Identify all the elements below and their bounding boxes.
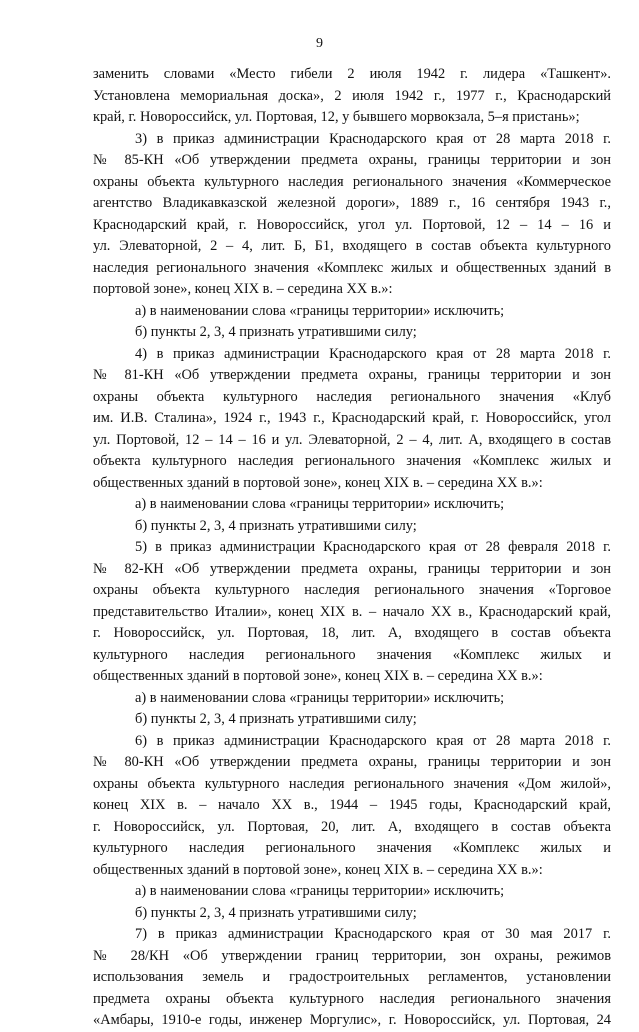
text-line: а) в наименовании слова «границы территории» исключить; bbox=[135, 496, 505, 512]
text-line: ул. Портовой, 12 – 14 – 16 и ул. Элеваторной, 2 – 4, лит. А, входящего в состав bbox=[93, 431, 611, 448]
text-line: наследия регионального значения «Комплекс жилых и общественных зданий в bbox=[93, 259, 611, 276]
text-line: г. Новороссийск, ул. Портовая, 20, лит. А, входящего в состав объекта bbox=[93, 818, 611, 835]
text-line: заменить словами «Место гибели 2 июля 1942 г. лидера «Ташкент». bbox=[93, 66, 611, 82]
text-line: конец XIX в. – начало XX в., 1944 – 1945 годы, Краснодарский край, bbox=[93, 797, 611, 813]
text-line: представительство Италии», конец XIX в. – начало XX в., Краснодарский край, bbox=[93, 603, 611, 620]
text-line: б) пункты 2, 3, 4 признать утратившими силу; bbox=[135, 711, 417, 727]
body-text bbox=[93, 64, 611, 1032]
text-line: использования земель и градостроительных регламентов, установлении bbox=[93, 969, 611, 985]
text-line: Установлена мемориальная доска», 2 июля 1942 г., 1977 г., Краснодарский bbox=[93, 87, 611, 104]
text-line: № 80-КН «Об утверждении предмета охраны, границы территории и зон bbox=[93, 754, 611, 770]
text-line: объекта культурного наследия регионального значения «Комплекс жилых и bbox=[93, 453, 611, 469]
text-line: общественных зданий в портовой зоне», конец XIX в. – середина XX в.»: bbox=[93, 474, 543, 491]
text-line: № 28/КН «Об утверждении границ территории, зон охраны, режимов bbox=[93, 947, 611, 964]
text-line: а) в наименовании слова «границы территории» исключить; bbox=[135, 883, 505, 899]
page-number: 9 bbox=[316, 36, 323, 51]
text-line: 6) в приказ администрации Краснодарского края от 28 марта 2018 г. bbox=[135, 732, 611, 749]
text-line: «Амбары, 1910-е годы, инженер Моргулис», г. Новороссийск, ул. Портовая, 24 bbox=[93, 1012, 611, 1028]
text-line: культурного наследия регионального значения «Комплекс жилых и bbox=[93, 646, 611, 663]
text-line: № 82-КН «Об утверждении предмета охраны, границы территории и зон bbox=[93, 560, 611, 577]
text-line: 7) в приказ администрации Краснодарского края от 30 мая 2017 г. bbox=[135, 926, 611, 942]
text-line: ул. Элеваторной, 2 – 4, лит. Б, Б1, входящего в состав объекта культурного bbox=[93, 238, 611, 254]
text-line: охраны объекта культурного наследия регионального значения «Клуб bbox=[93, 388, 611, 405]
text-line: охраны объекта культурного наследия регионального значения «Коммерческое bbox=[93, 173, 611, 190]
text-line: охраны объекта культурного наследия регионального значения «Дом жилой», bbox=[93, 775, 611, 792]
text-line: б) пункты 2, 3, 4 признать утратившими силу; bbox=[135, 904, 417, 921]
text-line: а) в наименовании слова «границы территории» исключить; bbox=[135, 302, 505, 319]
text-line: агентство Владикавказской железной дороги», 1889 г., 16 сентября 1943 г., bbox=[93, 195, 611, 211]
text-line: охраны объекта культурного наследия регионального значения «Торговое bbox=[93, 582, 611, 598]
text-line: край, г. Новороссийск, ул. Портовая, 12, у бывшего морвокзала, 5–я пристань»; bbox=[93, 109, 580, 125]
text-line: а) в наименовании слова «границы территории» исключить; bbox=[135, 689, 505, 706]
text-line: предмета охраны объекта культурного наследия регионального значения bbox=[93, 990, 611, 1007]
text-line: № 85-КН «Об утверждении предмета охраны, границы территории и зон bbox=[93, 152, 611, 168]
text-line: г. Новороссийск, ул. Портовая, 18, лит. А, входящего в состав объекта bbox=[93, 625, 611, 641]
text-line: Краснодарский край, г. Новороссийск, угол ул. Портовой, 12 – 14 – 16 и bbox=[93, 216, 611, 233]
text-line: общественных зданий в портовой зоне», конец XIX в. – середина XX в.»: bbox=[93, 668, 543, 684]
text-line: б) пункты 2, 3, 4 признать утратившими силу; bbox=[135, 324, 417, 340]
text-line: № 81-КН «Об утверждении предмета охраны, границы территории и зон bbox=[93, 367, 611, 383]
text-line: общественных зданий в портовой зоне», конец XIX в. – середина XX в.»: bbox=[93, 861, 543, 878]
text-line: 3) в приказ администрации Краснодарского края от 28 марта 2018 г. bbox=[135, 130, 611, 147]
text-line: 5) в приказ администрации Краснодарского края от 28 февраля 2018 г. bbox=[135, 539, 611, 555]
text-line: 4) в приказ администрации Краснодарского края от 28 марта 2018 г. bbox=[135, 345, 611, 362]
text-line: им. И.В. Сталина», 1924 г., 1943 г., Краснодарский край, г. Новороссийск, угол bbox=[93, 410, 611, 426]
text-line: культурного наследия регионального значения «Комплекс жилых и bbox=[93, 840, 611, 856]
text-line: б) пункты 2, 3, 4 признать утратившими силу; bbox=[135, 517, 417, 534]
text-line: портовой зоне», конец XIX в. – середина XX в.»: bbox=[93, 281, 393, 297]
